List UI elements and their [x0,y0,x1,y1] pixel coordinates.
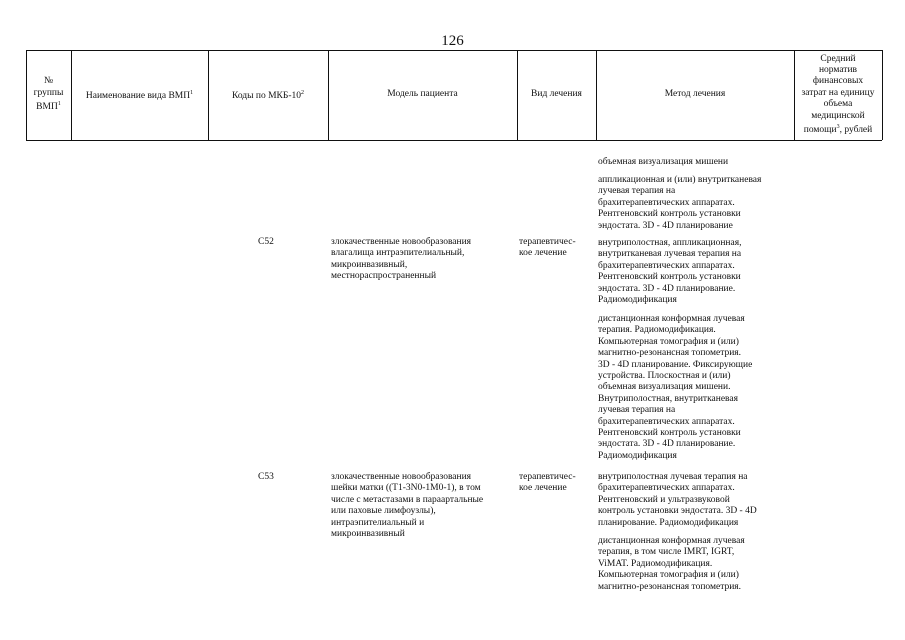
header-cost-standard-text: Средний норматив финансовых затрат на единицу объема медицинской помощи [801,53,875,136]
header-treatment-method [596,50,794,140]
footnote-mark: 3 [836,123,840,130]
footnote-mark: 1 [190,89,194,96]
icd-code: C52 [258,237,274,247]
column-divider [882,50,883,140]
header-treatment-type-text: Вид лечения [531,89,582,100]
page-number: 126 [441,33,464,49]
header-vmp-name [71,50,208,140]
header-vmp-name-text: Наименование вида ВМП [85,90,191,101]
header-group-number-text: № группы ВМП [33,76,64,113]
method-text: объемная визуализация мишени [598,157,729,167]
header-cost-standard [794,50,882,140]
header-treatment-type [517,50,596,140]
method-text: внутриполостная, аппликационная, внутритканевая лучевая терапия на брахитерапевтических аппаратах. Рентгеновский контроль установки эндостата. 3D - 4D планирование. Радиомодификация [598,238,742,306]
method-text: дистанционная конформная лучевая терапия. Радиомодификация. Компьютерная томография и (или) магнитно-резонансная топометрия. 3D - 4D планирование. Фиксирующие устройства. Плоскостная и (или) объемная визуализация мишени. Внутриполостная, внутритканевая лучевая терапия на брахитерапевтических аппаратах. Рентгеновский контроль установки эндостата. 3D - 4D планирование. Радиомодификация [598,314,753,461]
header-bottom-rule [26,140,882,141]
header-icd-codes [208,50,328,140]
patient-model-text: злокачественные новообразования влагалища интраэпителиальный, микроинвазивный, местнораспространенный [331,237,472,282]
footnote-mark: 2 [301,89,305,96]
header-treatment-method-text: Метод лечения [664,89,726,100]
header-patient-model [328,50,517,140]
method-text: аппликационная и (или) внутритканевая лучевая терапия на брахитерапевтических аппаратах. Рентгеновский контроль установки эндостата. 3D - 4D планирование [598,175,762,231]
header-patient-model-text: Модель пациента [387,89,458,100]
method-text: дистанционная конформная лучевая терапия, в том числе IMRT, IGRT, ViMAT. Радиомодификация. Компьютерная томография и (или) магнитно-резонансная топометрия. [598,536,745,592]
footnote-mark: 1 [57,101,61,108]
header-group-number [26,50,71,140]
treatment-type-text: терапевтичес- кое лечение [519,237,576,259]
header-cost-standard-unit: , рублей [839,125,873,136]
method-text: внутриполостная лучевая терапия на брахитерапевтических аппаратах. Рентгеновский и ультразвуковой контроль установки эндостата. 3D - 4D планирование. Радиомодификация [598,472,757,528]
patient-model-text: злокачественные новообразования шейки матки ((T1-3N0-1M0-1), в том числе с метастазами в параартальные или паховые лимфоузлы), интраэпителиальный и микроинвазивный [331,472,484,540]
header-icd-codes-text: Коды по МКБ-10 [231,90,302,101]
treatment-type-text: терапевтичес- кое лечение [519,472,576,494]
icd-code: C53 [258,472,274,482]
